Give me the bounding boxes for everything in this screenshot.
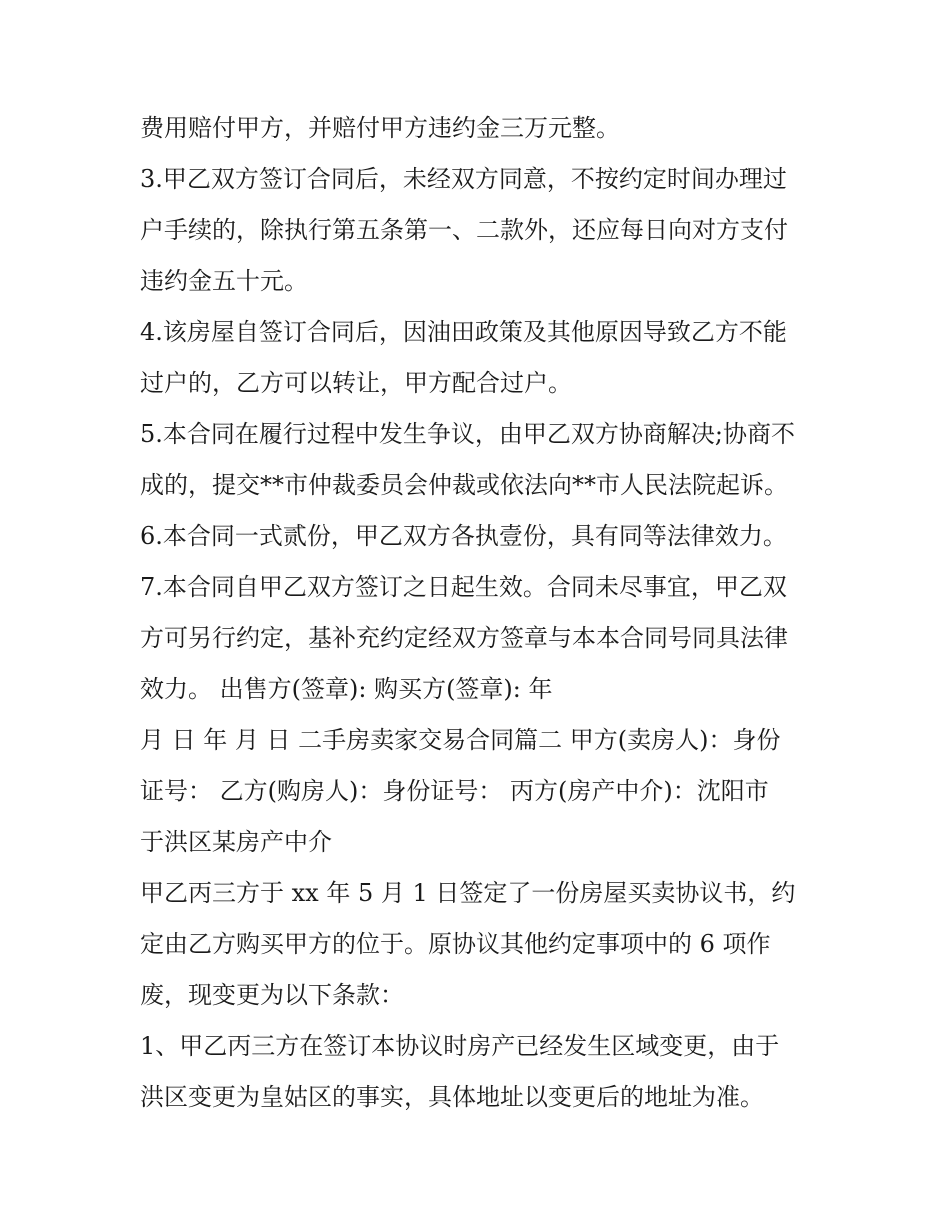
text-line: 成的，提交**市仲裁委员会仲裁或依法向**市人民法院起诉。 bbox=[140, 471, 788, 499]
text-line: 6.本合同一式贰份，甲乙双方各执壹份，具有同等法律效力。 bbox=[140, 522, 787, 550]
text-line: 4.该房屋自签订合同后，因油田政策及其他原因导致乙方不能 bbox=[140, 318, 787, 346]
text-line: 甲乙丙三方于 xx 年 5 月 1 日签定了一份房屋买卖协议书，约 bbox=[140, 879, 796, 907]
text-line: 方可另行约定，基补充约定经双方签章与本本合同号同具法律 bbox=[140, 624, 788, 652]
text-line: 1、甲乙丙三方在签订本协议时房产已经发生区域变更，由于 bbox=[140, 1032, 780, 1060]
text-line: 5.本合同在履行过程中发生争议，由甲乙双方协商解决;协商不 bbox=[140, 420, 795, 448]
text-line: 洪区变更为皇姑区的事实，具体地址以变更后的地址为准。 bbox=[140, 1083, 764, 1111]
text-line: 违约金五十元。 bbox=[140, 267, 308, 295]
text-line: 废，现变更为以下条款： bbox=[140, 981, 404, 1009]
text-line: 过户的，乙方可以转让，甲方配合过户。 bbox=[140, 369, 572, 397]
text-line: 定由乙方购买甲方的位于。原协议其他约定事项中的 6 项作 bbox=[140, 930, 771, 958]
text-line: 效力。 出售方(签章): 购买方(签章): 年 bbox=[140, 675, 553, 703]
text-line: 月 日 年 月 日 二手房卖家交易合同篇二 甲方(卖房人)：身份 bbox=[140, 726, 781, 754]
text-line: 费用赔付甲方，并赔付甲方违约金三万元整。 bbox=[140, 114, 620, 142]
text-line: 证号： 乙方(购房人)：身份证号： 丙方(房产中介)：沈阳市 bbox=[140, 777, 769, 805]
text-line: 3.甲乙双方签订合同后，未经双方同意，不按约定时间办理过 bbox=[140, 165, 787, 193]
text-line: 于洪区某房产中介 bbox=[140, 828, 332, 856]
text-line: 7.本合同自甲乙双方签订之日起生效。合同未尽事宜，甲乙双 bbox=[140, 573, 787, 601]
text-line: 户手续的，除执行第五条第一、二款外，还应每日向对方支付 bbox=[140, 216, 788, 244]
